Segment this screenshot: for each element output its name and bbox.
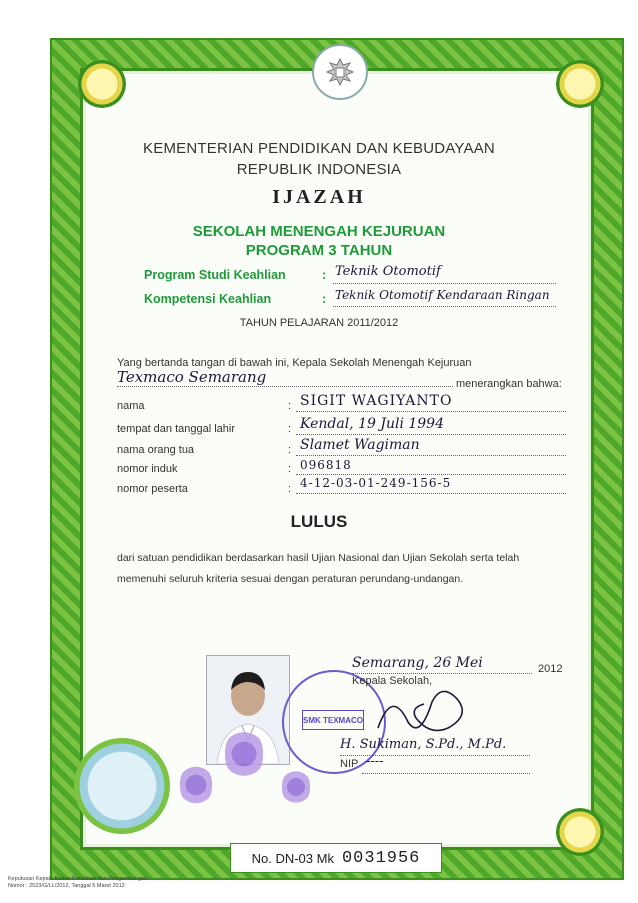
closing-paragraph: dari satuan pendidikan berdasarkan hasil Ujian Nasional dan Ujian Sekolah serta telah memenuhi seluruh kriteria sesuai dengan peraturan perundang-undangan. xyxy=(117,552,520,585)
signature-year: 2012 xyxy=(538,663,563,675)
field-colon: : xyxy=(288,400,292,412)
field-colon: : xyxy=(288,463,292,475)
field-dotted-line xyxy=(296,455,566,456)
place-date-dotted-line xyxy=(352,673,532,674)
stamp-center-text: SMK TEXMACO xyxy=(302,710,364,730)
program-colon: : xyxy=(322,268,327,282)
decree-footnote xyxy=(8,876,147,890)
school-name-dotted-line xyxy=(117,386,453,387)
field-label-birth: tempat dan tanggal lahir xyxy=(117,423,236,435)
thumbprint-left xyxy=(180,765,212,805)
document-number-label: No. DN-03 Mk xyxy=(251,850,334,866)
field-value-student-id: 096818 xyxy=(300,458,352,472)
field-label-parent: nama orang tua xyxy=(117,444,195,456)
competency-value: Teknik Otomotif Kendaraan Ringan xyxy=(335,288,550,302)
competency-colon: : xyxy=(322,292,327,306)
result-status: LULUS xyxy=(290,512,348,531)
field-colon: : xyxy=(288,444,292,456)
statement-intro: Yang bertanda tangan di bawah ini, Kepala Sekolah Menengah Kejuruan xyxy=(117,357,472,369)
ministry-line-2: REPUBLIK INDONESIA xyxy=(236,161,402,178)
document-number-value: 0031956 xyxy=(341,848,421,868)
thumbprint-middle xyxy=(225,730,263,778)
tut-wuri-handayani-emblem-icon xyxy=(74,738,170,834)
nip-dotted-line xyxy=(362,773,530,774)
footnote-line-1: Keputusan Kepala Badan Penelitian dan Pengembangan xyxy=(8,876,148,882)
signature-place-date: Semarang, 26 Mei xyxy=(352,655,483,671)
nip-value: ---- xyxy=(366,754,384,769)
school-year: TAHUN PELAJARAN 2011/2012 xyxy=(239,317,399,329)
signature-role: Kepala Sekolah, xyxy=(352,675,433,687)
ministry-heading xyxy=(0,138,638,180)
field-colon: : xyxy=(288,483,292,495)
field-value-parent: Slamet Wagiman xyxy=(300,437,420,453)
field-dotted-line xyxy=(296,434,566,435)
program-dotted-line xyxy=(333,283,556,284)
school-name: Texmaco Semarang xyxy=(117,368,267,386)
corner-ornament-bottom-right xyxy=(556,808,604,856)
field-value-birth: Kendal, 19 Juli 1994 xyxy=(300,416,444,432)
field-value-name: SIGIT WAGIYANTO xyxy=(300,393,453,409)
statement-explain: menerangkan bahwa: xyxy=(456,378,562,390)
field-value-participant-number: 4-12-03-01-249-156-5 xyxy=(300,476,452,490)
field-label-participant-number: nomor peserta xyxy=(117,483,188,495)
program-label: Program Studi Keahlian xyxy=(144,268,286,282)
ministry-line-1: KEMENTERIAN PENDIDIKAN DAN KEBUDAYAAN xyxy=(143,140,495,157)
nip-label: NIP xyxy=(340,758,359,770)
handwritten-signature xyxy=(372,678,472,740)
competency-label: Kompetensi Keahlian xyxy=(144,292,272,306)
corner-ornament-top-right xyxy=(556,60,604,108)
field-colon: : xyxy=(288,423,292,435)
document-number-box xyxy=(230,843,442,873)
field-dotted-line xyxy=(296,474,566,475)
school-type-line-2: PROGRAM 3 TAHUN xyxy=(245,242,393,259)
document-title: IJAZAH xyxy=(272,186,366,208)
principal-name: H. Sukiman, S.Pd., M.Pd. xyxy=(340,737,507,752)
corner-ornament-top-left xyxy=(78,60,126,108)
competency-dotted-line xyxy=(333,306,556,307)
field-label-student-id: nomor induk xyxy=(117,463,178,475)
school-type-heading xyxy=(0,222,638,260)
field-label-name: nama xyxy=(117,400,145,412)
program-value: Teknik Otomotif xyxy=(335,264,441,279)
school-type-line-1: SEKOLAH MENENGAH KEJURUAN xyxy=(192,223,446,240)
field-dotted-line xyxy=(296,411,566,412)
field-dotted-line xyxy=(296,493,566,494)
footnote-line-2: Nomor : 2523/G/LL/2012, Tanggal 5 Maret 2012 xyxy=(8,883,125,889)
thumbprint-right xyxy=(282,770,310,804)
garuda-emblem-icon xyxy=(312,44,368,100)
